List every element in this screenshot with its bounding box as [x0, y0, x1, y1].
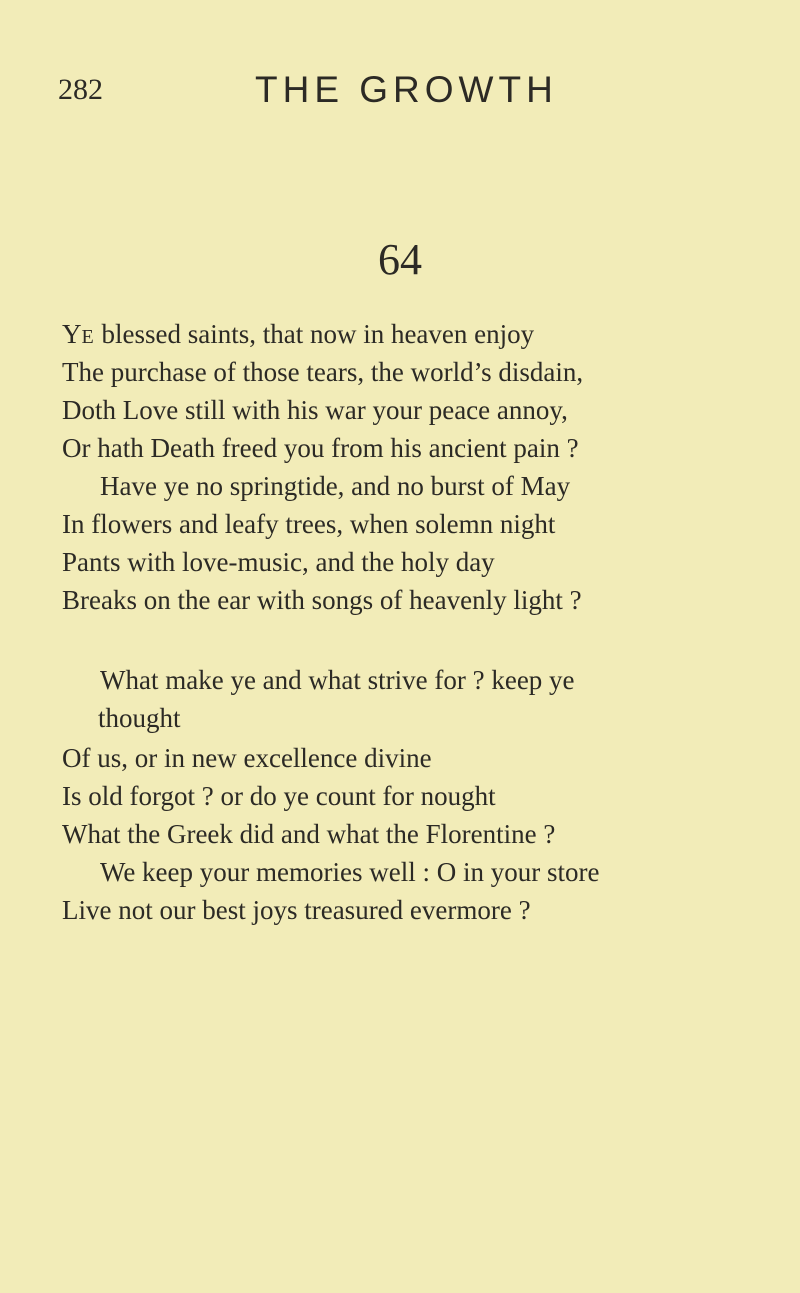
page-number: 282 [58, 73, 103, 106]
poem-line: Is old forgot ? or do ye count for nought [62, 781, 496, 811]
poem-line: The purchase of those tears, the world’s disdain, [62, 357, 584, 387]
poem-line: What the Greek did and what the Florentine ? [62, 819, 556, 849]
poem-line-text: blessed saints, that now in heaven enjoy [101, 319, 535, 349]
poem-line: Or hath Death freed you from his ancient pain ? [62, 433, 579, 463]
poem-line: What make ye and what strive for ? keep ye [100, 665, 575, 695]
poem-line: Pants with love-music, and the holy day [62, 547, 495, 577]
poem-line: We keep your memories well : O in your store [100, 857, 600, 887]
initial-smallcaps: E [81, 326, 95, 348]
poem-line: Breaks on the ear with songs of heavenly light ? [62, 585, 582, 615]
poem-line: Have ye no springtide, and no burst of May [100, 471, 571, 501]
poem-line-turnover: thought [98, 703, 181, 733]
poem-line: Live not our best joys treasured evermore ? [62, 895, 531, 925]
poem-line: In flowers and leafy trees, when solemn night [62, 509, 556, 539]
initial-letter: Y [62, 319, 82, 349]
poem-line: Of us, or in new excellence divine [62, 743, 432, 773]
poem-line [62, 316, 534, 355]
running-head: THE GROWTH [255, 69, 558, 110]
poem-number: 64 [378, 235, 422, 284]
poem-line: Doth Love still with his war your peace annoy, [62, 395, 568, 425]
